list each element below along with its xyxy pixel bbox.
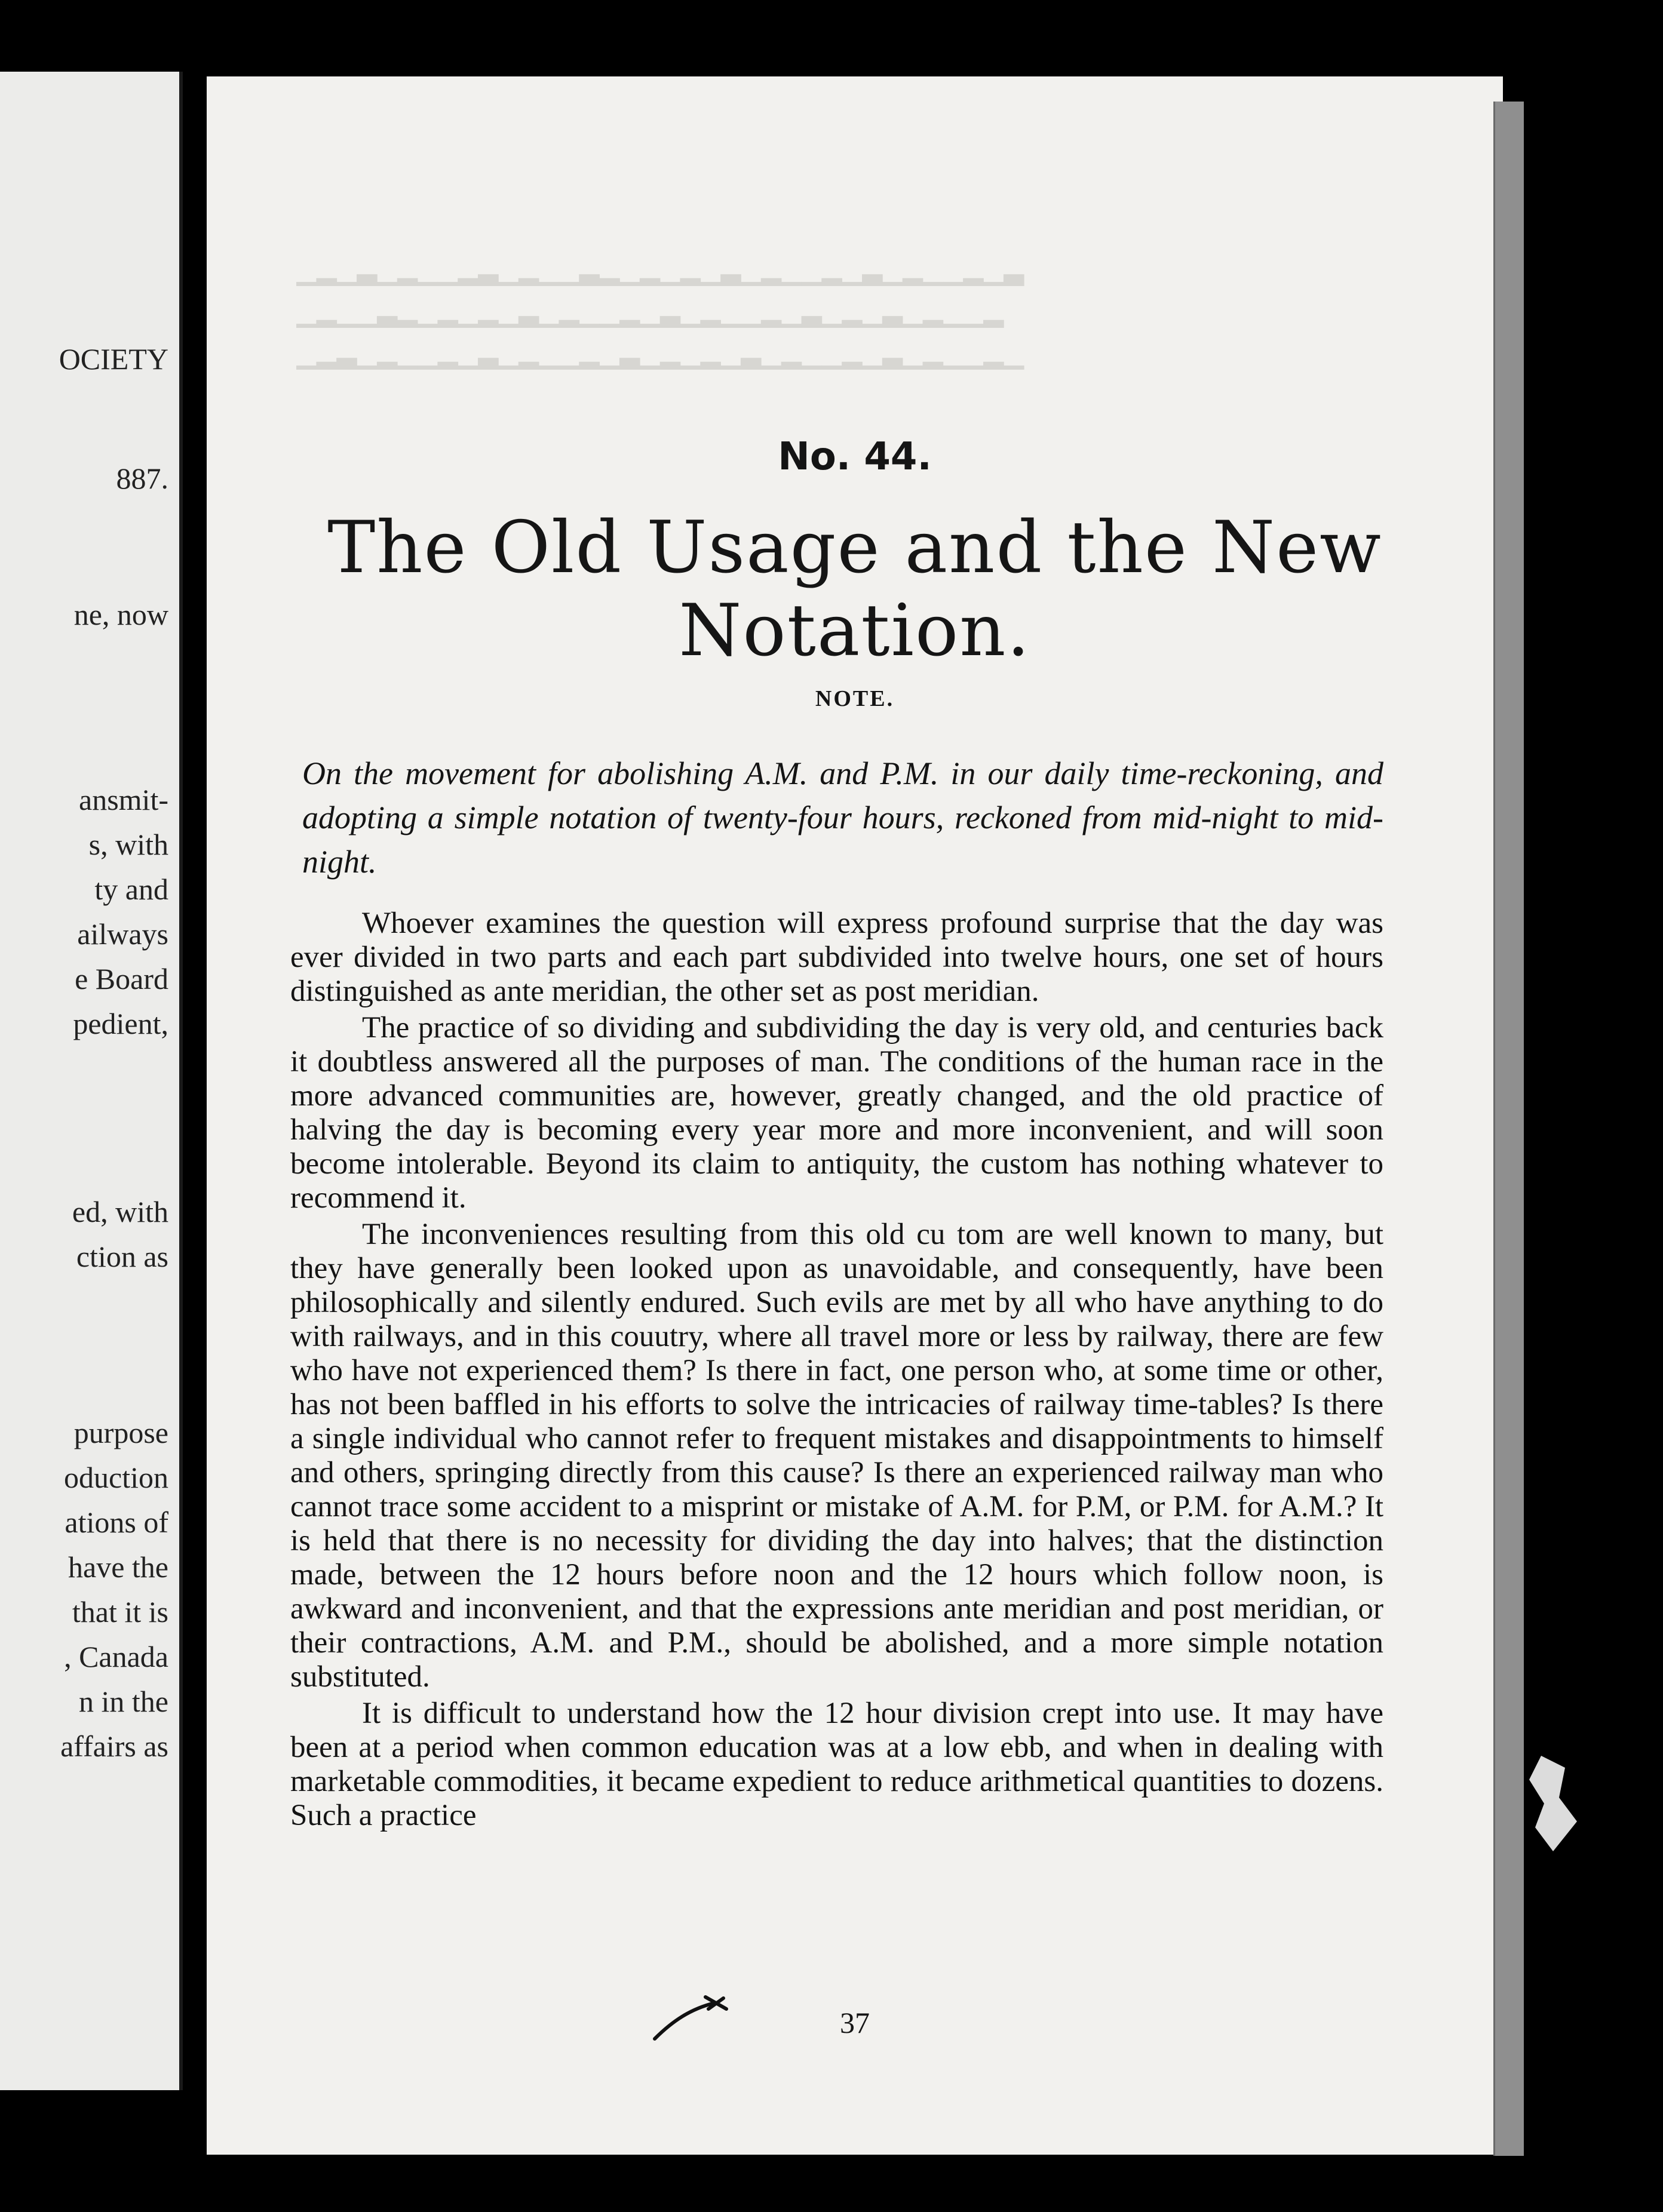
left-fragment: pedient, xyxy=(73,1007,168,1040)
left-fragment: that it is xyxy=(72,1595,168,1629)
show-through-text: ▁▂▁▃▁▂▁▁▂▃▁▂▁▁▃▂▁▂▁▂▁▃▁▂▁▁▂▁▃▁▂▁▁▂▁▃ xyxy=(296,256,1024,285)
note-label: NOTE. xyxy=(815,686,895,711)
left-fragment: e Board xyxy=(75,962,168,996)
right-page xyxy=(207,76,1503,2155)
paragraph: Whoever examines the question will express profound surprise that the day was ever divided in two parts and each part subdivided into twelve hours, one set of hours distinguished as ante meridian, the other set as post meridian. xyxy=(290,907,1383,1008)
paragraph: It is difficult to understand how the 12 hour division crept into use. It may have been at a period when common education was at a low ebb, and when in dealing with marketable commodities, it became expedient to reduce arithmetical quantities to dozens. Such a practice xyxy=(290,1697,1383,1832)
left-fragment: purpose xyxy=(73,1416,168,1449)
left-fragment: n in the xyxy=(79,1685,168,1718)
article-number: No. 44. xyxy=(778,435,932,479)
left-fragment: ations of xyxy=(65,1506,168,1539)
left-fragment: 887. xyxy=(116,462,168,495)
left-fragment: ction as xyxy=(76,1240,168,1273)
paragraph: The inconveniences resulting from this old cu tom are well known to many, but they have generally been looked upon as unavoidable, and consequently, have been philosophically and silently endured. Such evils are met by all who have anything to do with railways, and in this couutry, where all travel more or less by railway, there are few who have not experienced them? Is there in fact, one person who, at some time or other, has not been baffled in his efforts to solve the intricacies of railway time-tables? Is there a single individual who cannot refer to frequent mistakes and disappointments to himself and others, springing directly from this cause? Is there an experienced railway man who cannot trace some accident to a misprint or mistake of A.M. for P.M, or P.M. for A.M.? It is held that there is no necessity for dividing the day into halves; that the distinction made, between the 12 hours before noon and the 12 hours which follow noon, is awkward and inconvenient, and that the expressions ante meridian and post meridian, or their contractions, A.M. and P.M., should be abolished, and a more simple notation substituted. xyxy=(290,1218,1383,1694)
left-fragment: ailways xyxy=(77,917,168,951)
left-fragment: ed, with xyxy=(72,1195,168,1228)
paper-speck xyxy=(1517,1750,1589,1857)
left-fragment: ty and xyxy=(94,872,168,906)
left-fragment: , Canada xyxy=(64,1640,168,1673)
left-fragment: have the xyxy=(68,1550,168,1584)
left-page xyxy=(0,72,183,2090)
left-fragment: OCIETY xyxy=(59,342,168,376)
note-subtitle-text: On the movement for abolishing A.M. and P.M. in our daily time-reckoning, and adopting a simple notation of twenty-four hours, reckoned from mid-night to mid-night. xyxy=(302,755,1383,880)
left-fragment: oduction xyxy=(64,1461,168,1494)
left-fragment: ne, now xyxy=(73,598,168,631)
show-through-text: ▁▂▃▁▂▁▁▂▁▃▁▂▁▁▂▁▃▁▂▁▂▁▃▁▂▁▁▂▁▃▁▂▁▁▂▁ xyxy=(296,340,1024,369)
page-number: 37 xyxy=(840,2006,870,2039)
note-subtitle xyxy=(302,751,1383,884)
paragraph: The practice of so dividing and subdividing the day is very old, and centuries back it doubtless answered all the purposes of man. The conditions of the human race in the more advanced communities are, however, greatly changed, and the old practice of halving the day is becoming every year more and more inconvenient, and will soon become intolerable. Beyond its claim to antiquity, the custom has nothing whatever to recommend it. xyxy=(290,1011,1383,1215)
article-title: The Old Usage and the New Notation. xyxy=(327,506,1382,672)
left-fragment: s, with xyxy=(88,828,168,861)
book-gutter xyxy=(183,0,207,2212)
body-text xyxy=(290,907,1383,1835)
left-fragment: affairs as xyxy=(60,1729,168,1763)
left-fragment: ansmit- xyxy=(79,783,168,816)
show-through-text: ▁▂▁▁▃▂▁▂▁▂▁▃▁▂▁▁▂▁▃▁▂▁▁▂▁▃▁▂▁▃▁▂▁▁▂ xyxy=(296,298,1004,327)
